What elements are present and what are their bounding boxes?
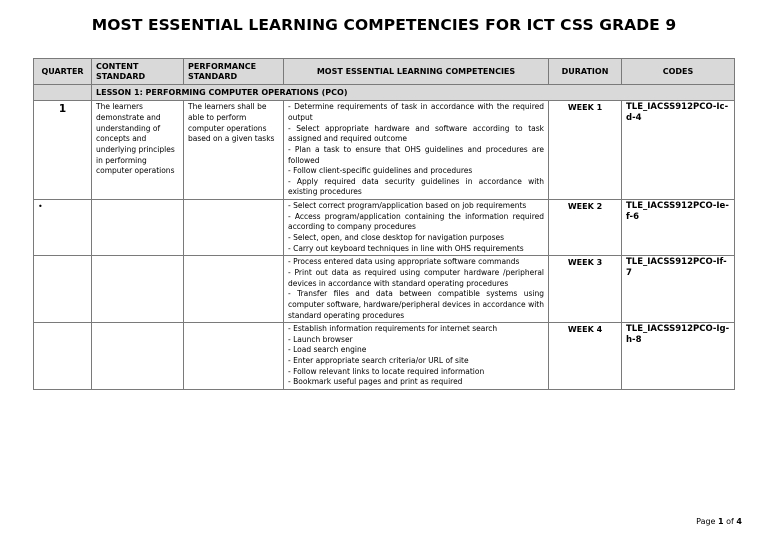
competencies-table xyxy=(33,58,735,390)
document-title: MOST ESSENTIAL LEARNING COMPETENCIES FOR ICT CSS GRADE 9 xyxy=(91,16,677,34)
table-row xyxy=(34,323,735,390)
page-number xyxy=(696,517,742,526)
content-standard-cell: The learners demonstrate and understanding of concepts and underlying principles in performing computer operations xyxy=(92,101,184,200)
page-current: 1 xyxy=(718,517,724,526)
competency-item: - Access program/application containing the information required according to company procedures xyxy=(288,211,544,232)
competency-item: - Launch browser xyxy=(288,334,353,344)
table-row xyxy=(34,101,735,200)
performance-standard-cell xyxy=(184,323,284,390)
code-cell: TLE_IACSS912PCO-Ig-h-8 xyxy=(622,323,735,390)
competency-item: - Select, open, and close desktop for navigation purposes xyxy=(288,233,505,243)
quarter-cell xyxy=(34,323,92,390)
page-word: Page xyxy=(696,517,716,526)
competency-item: - Print out data as required using computer hardware /peripheral devices in accordance with standard operating procedures xyxy=(288,267,544,288)
duration-cell: WEEK 4 xyxy=(549,323,622,390)
table-header-row xyxy=(34,59,735,85)
performance-standard-cell xyxy=(184,256,284,323)
competency-item: - Bookmark useful pages and print as required xyxy=(288,377,463,387)
competencies-cell xyxy=(284,256,549,323)
lesson-title: LESSON 1: PERFORMING COMPUTER OPERATIONS (PCO) xyxy=(92,85,735,101)
competencies-cell xyxy=(284,323,549,390)
competency-item: - Process entered data using appropriate software commands xyxy=(288,257,520,267)
performance-standard-cell: The learners shall be able to perform computer operations based on a given tasks xyxy=(184,101,284,200)
header-competencies: MOST ESSENTIAL LEARNING COMPETENCIES xyxy=(284,59,549,85)
competency-item: - Apply required data security guidelines in accordance with existing procedures xyxy=(288,176,544,197)
duration-cell: WEEK 2 xyxy=(549,200,622,256)
competencies-cell xyxy=(284,101,549,200)
competencies-cell xyxy=(284,200,549,256)
lesson-row xyxy=(34,85,735,101)
competency-item: - Establish information requirements for internet search xyxy=(288,324,498,334)
duration-cell: WEEK 3 xyxy=(549,256,622,323)
code-cell: TLE_IACSS912PCO-If-7 xyxy=(622,256,735,323)
header-duration: DURATION xyxy=(549,59,622,85)
content-standard-cell xyxy=(92,323,184,390)
code-cell: TLE_IACSS912PCO-Ic-d-4 xyxy=(622,101,735,200)
competency-item: - Select correct program/application based on job requirements xyxy=(288,201,527,211)
quarter-cell: 1 xyxy=(34,101,92,200)
competency-item: - Select appropriate hardware and software according to task assigned and required outcome xyxy=(288,123,544,144)
table-row xyxy=(34,256,735,323)
quarter-cell: • xyxy=(34,200,92,256)
competency-item: - Transfer files and data between compatible systems using computer software, hardware/peripheral devices in accordance with standard operating procedures xyxy=(288,289,544,320)
performance-standard-cell xyxy=(184,200,284,256)
content-standard-cell xyxy=(92,256,184,323)
competency-item: - Determine requirements of task in accordance with the required output xyxy=(288,102,544,122)
header-performance-standard: PERFORMANCE STANDARD xyxy=(184,59,284,85)
code-cell: TLE_IACSS912PCO-Ie-f-6 xyxy=(622,200,735,256)
quarter-cell xyxy=(34,256,92,323)
competency-item: - Follow relevant links to locate required information xyxy=(288,366,485,376)
competency-item: - Plan a task to ensure that OHS guidelines and procedures are followed xyxy=(288,144,544,165)
header-quarter: QUARTER xyxy=(34,59,92,85)
header-content-standard: CONTENT STANDARD xyxy=(92,59,184,85)
competency-item: - Enter appropriate search criteria/or URL of site xyxy=(288,356,469,366)
competency-item: - Load search engine xyxy=(288,345,367,355)
page-total: 4 xyxy=(736,517,742,526)
table-row xyxy=(34,200,735,256)
lesson-quarter-cell xyxy=(34,85,92,101)
content-standard-cell xyxy=(92,200,184,256)
competency-item: - Carry out keyboard techniques in line with OHS requirements xyxy=(288,243,524,253)
header-codes: CODES xyxy=(622,59,735,85)
competency-item: - Follow client-specific guidelines and procedures xyxy=(288,166,473,176)
page-of: of xyxy=(726,517,734,526)
duration-cell: WEEK 1 xyxy=(549,101,622,200)
